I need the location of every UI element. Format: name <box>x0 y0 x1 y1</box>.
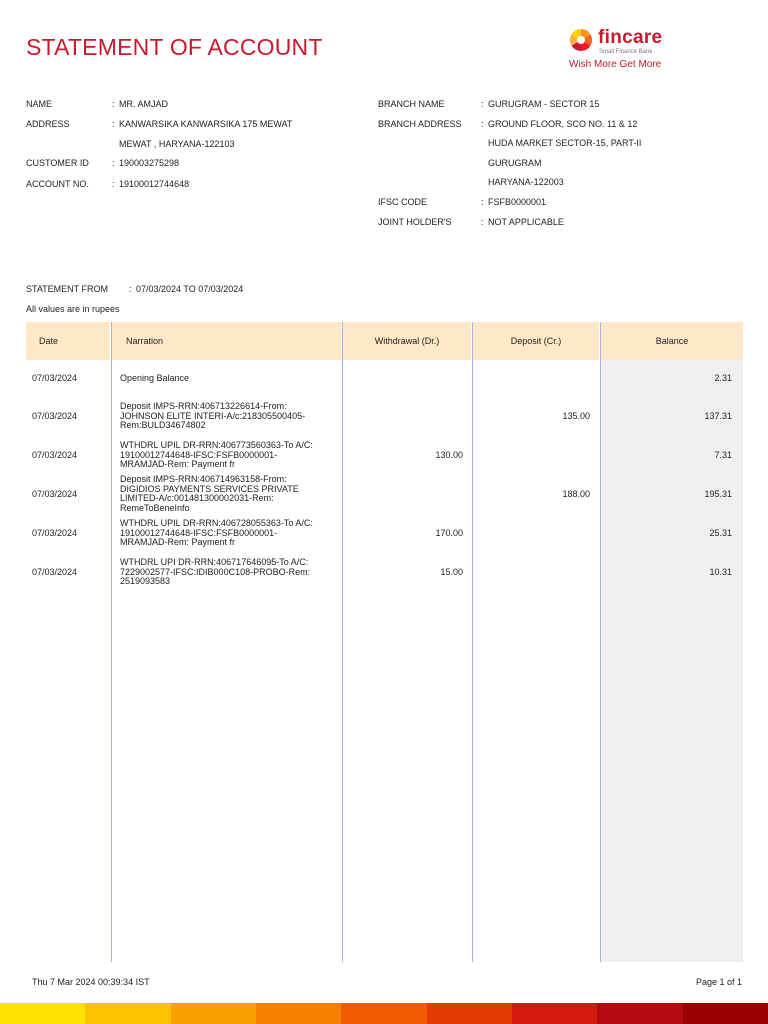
brand-stripe <box>0 1003 768 1024</box>
stripe-segment <box>85 1003 170 1024</box>
statement-from-label: STATEMENT FROM <box>26 284 108 294</box>
row-balance: 195.31 <box>704 489 732 499</box>
logo-tagline: Wish More Get More <box>569 59 662 70</box>
name-value: MR. AMJAD <box>119 99 169 109</box>
footer-timestamp: Thu 7 Mar 2024 00:39:34 IST <box>32 977 150 987</box>
stripe-segment <box>597 1003 682 1024</box>
narration-line: MRAMJAD-Rem: Payment fr <box>120 537 236 547</box>
stripe-segment <box>171 1003 256 1024</box>
logo-subtitle: Small Finance Bank <box>599 49 653 55</box>
colon: : <box>481 119 484 129</box>
narration-line: WTHDRL UPI DR-RRN:406717646095-To A/C: <box>120 557 309 567</box>
column-divider <box>111 322 112 962</box>
colon: : <box>481 197 484 207</box>
narration-line: 7229002577-IFSC:IDIB000C108-PROBO-Rem: <box>120 566 311 577</box>
currency-note: All values are in rupees <box>26 304 120 314</box>
row-withdrawal: 170.00 <box>435 528 463 538</box>
branch-address-line4: HARYANA-122003 <box>488 177 564 187</box>
narration-line: Rem:BULD34674802 <box>120 420 206 430</box>
branch-address-line3: GURUGRAM <box>488 158 542 168</box>
stripe-segment <box>427 1003 512 1024</box>
address-label: ADDRESS <box>26 119 70 129</box>
row-withdrawal: 130.00 <box>435 450 463 460</box>
header-withdrawal: Withdrawal (Dr.) <box>343 322 471 360</box>
footer-page-number: Page 1 of 1 <box>695 977 742 987</box>
logo-wordmark: fincare <box>598 27 663 48</box>
colon: : <box>112 119 115 129</box>
colon: : <box>112 179 115 189</box>
row-narration <box>120 475 299 513</box>
colon: : <box>481 99 484 109</box>
branch-address-line1: GROUND FLOOR, SCO NO. 11 & 12 <box>488 119 638 129</box>
row-deposit: 135.00 <box>562 411 590 421</box>
joint-holder-label: JOINT HOLDER'S <box>378 217 452 227</box>
header-date: Date <box>26 322 110 360</box>
narration-line: 2519093583 <box>120 576 171 586</box>
column-divider <box>600 322 601 962</box>
colon: : <box>112 158 115 168</box>
narration-line: LIMITED-A/c:001481300002031-Rem: <box>120 493 274 503</box>
narration-line: WTHDRL UPIL DR-RRN:406728055363-To A/C: <box>120 518 313 528</box>
stripe-segment <box>512 1003 597 1024</box>
row-date: 07/03/2024 <box>32 567 78 577</box>
narration-line: RemeToBeneInfo <box>120 502 190 513</box>
row-narration <box>120 519 313 548</box>
colon: : <box>112 99 115 109</box>
stripe-segment <box>0 1003 85 1024</box>
row-date: 07/03/2024 <box>32 528 78 538</box>
row-date: 07/03/2024 <box>32 450 78 460</box>
ifsc-value: FSFB0000001 <box>488 197 547 207</box>
page-title: STATEMENT OF ACCOUNT <box>26 34 323 60</box>
row-narration <box>120 441 313 470</box>
narration-line: MRAMJAD-Rem: Payment fr <box>120 459 236 469</box>
header-deposit: Deposit (Cr.) <box>473 322 599 360</box>
branch-address-line2: HUDA MARKET SECTOR-15, PART-II <box>488 138 642 148</box>
colon: : <box>129 284 132 294</box>
statement-period: 07/03/2024 TO 07/03/2024 <box>136 284 244 294</box>
row-date: 07/03/2024 <box>32 373 78 383</box>
address-line2: MEWAT , HARYANA-122103 <box>119 139 235 149</box>
row-balance: 2.31 <box>714 373 732 383</box>
customer-id-label: CUSTOMER ID <box>26 158 89 168</box>
address-line1: KANWARSIKA KANWARSIKA 175 MEWAT <box>119 119 293 129</box>
narration-line: DIGIDIOS PAYMENTS SERVICES PRIVATE <box>120 483 299 494</box>
narration-line: 19100012744648-IFSC:FSFB0000001- <box>120 527 278 538</box>
row-balance: 25.31 <box>709 528 732 538</box>
account-no-label: ACCOUNT NO. <box>26 179 89 189</box>
narration-line: 19100012744648-IFSC:FSFB0000001- <box>120 449 278 460</box>
column-divider <box>472 322 473 962</box>
row-balance: 10.31 <box>709 567 732 577</box>
name-label: NAME <box>26 99 53 109</box>
row-withdrawal: 15.00 <box>440 567 463 577</box>
row-balance: 137.31 <box>704 411 732 421</box>
narration-line: WTHDRL UPIL DR-RRN:406773560363-To A/C: <box>120 440 313 450</box>
header-balance: Balance <box>601 322 743 360</box>
customer-id-value: 190003275298 <box>119 158 180 168</box>
branch-name-value: GURUGRAM - SECTOR 15 <box>488 99 600 109</box>
fincare-logo-icon <box>568 27 594 53</box>
narration-line: Deposit IMPS-RRN:406714963158-From: <box>120 474 287 484</box>
stripe-segment <box>256 1003 341 1024</box>
narration-line: JOHNSON ELITE INTERI-A/c:218305500405- <box>120 410 306 421</box>
row-date: 07/03/2024 <box>32 489 78 499</box>
joint-holder-value: NOT APPLICABLE <box>488 217 564 227</box>
row-narration <box>120 558 310 587</box>
branch-name-label: BRANCH NAME <box>378 99 445 109</box>
branch-address-label: BRANCH ADDRESS <box>378 119 462 129</box>
header-narration: Narration <box>112 322 341 360</box>
row-date: 07/03/2024 <box>32 411 78 421</box>
narration-line: Deposit IMPS-RRN:406713226614-From: <box>120 401 287 411</box>
colon: : <box>481 217 484 227</box>
ifsc-label: IFSC CODE <box>378 197 428 207</box>
account-no-value: 19100012744648 <box>119 179 190 189</box>
row-narration: Opening Balance <box>120 373 190 383</box>
stripe-segment <box>683 1003 768 1024</box>
stripe-segment <box>341 1003 426 1024</box>
row-balance: 7.31 <box>714 450 732 460</box>
column-divider <box>342 322 343 962</box>
row-deposit: 188.00 <box>562 489 590 499</box>
row-narration <box>120 402 305 431</box>
